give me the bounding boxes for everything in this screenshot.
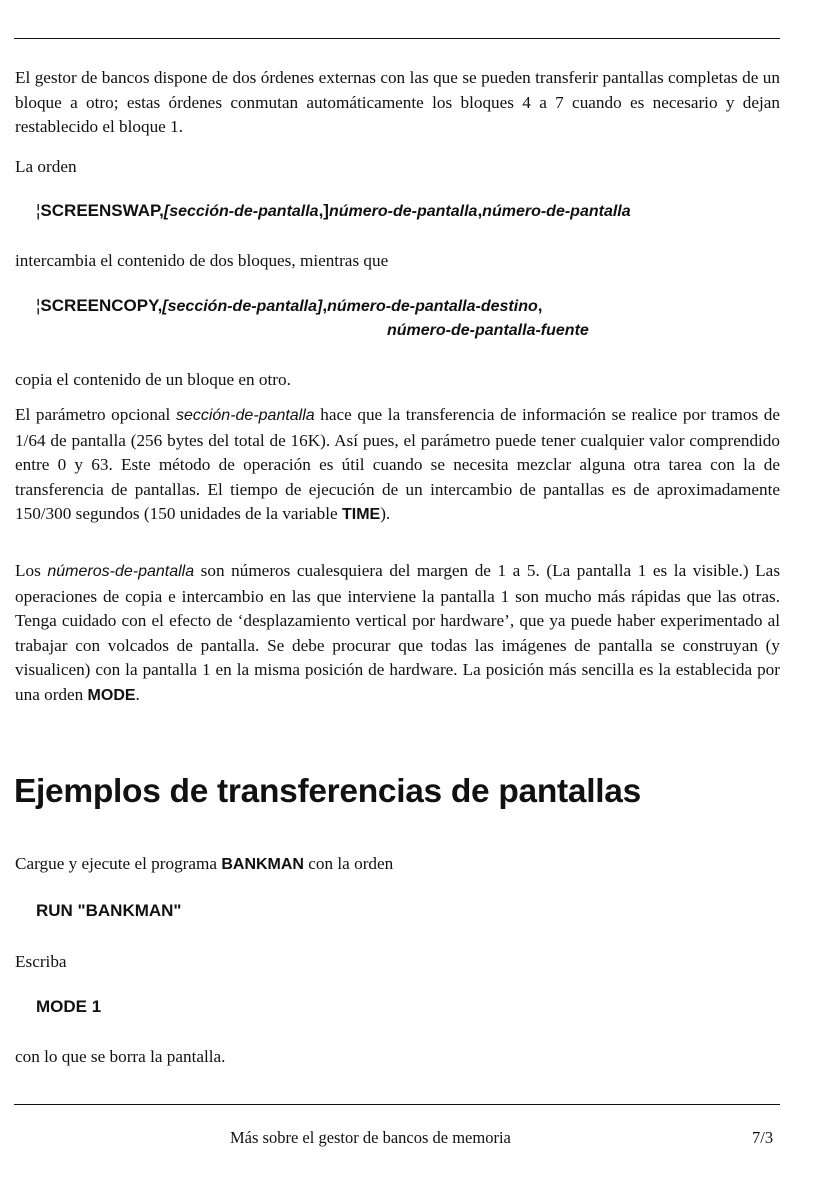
separator: ,]: [318, 201, 329, 220]
paragraph-seccion: [15, 403, 780, 528]
text: .: [135, 684, 140, 704]
screencopy-syntax-continued: [387, 320, 589, 340]
separator: ,: [157, 296, 163, 315]
code-run-bankman: RUN "BANKMAN": [36, 901, 182, 920]
separator: ,: [322, 296, 328, 315]
text: Los: [15, 561, 48, 580]
text: con la orden: [303, 854, 394, 873]
term-seccion-de-pantalla: sección-de-pantalla: [175, 407, 315, 424]
separator: ,: [477, 201, 483, 220]
screenswap-arg-screen-2: número-de-pantalla: [482, 203, 631, 220]
text: hace que la transferencia de información se realice por tramos de 1/64 de pantalla (256 bytes del total de 16K). Así pues, el parámetro puede tener cualquier valor comprendido entre 0 y 63. Este método de operación es útil cuando se necesita mezclar alguna otra tarea con la de transferencia de pantallas. El tiempo de ejecución de un intercambio de pantallas es de aproximadamente 150/300 segundos (150 unidades de la variable: [15, 405, 780, 523]
screenswap-keyword: SCREENSWAP: [40, 201, 160, 220]
screencopy-keyword: SCREENCOPY: [40, 296, 158, 315]
bar-symbol: ¦: [36, 296, 41, 315]
screenswap-arg-section: [sección-de-pantalla: [163, 203, 319, 220]
screencopy-syntax: [36, 296, 542, 316]
page-number: 7/3: [752, 1128, 774, 1147]
top-rule: [14, 38, 780, 39]
bar-symbol: ¦: [36, 201, 41, 220]
footer-title: Más sobre el gestor de bancos de memoria: [230, 1128, 511, 1147]
text: ).: [380, 504, 391, 523]
paragraph-numeros: [15, 559, 780, 708]
bottom-rule: [14, 1104, 780, 1105]
paragraph-cargue: [15, 852, 780, 878]
screencopy-arg-source: número-de-pantalla-fuente: [387, 322, 589, 339]
paragraph-copia: copia el contenido de un bloque en otro.: [15, 370, 291, 389]
screenswap-arg-screen-1: número-de-pantalla: [328, 203, 478, 220]
paragraph-borra: con lo que se borra la pantalla.: [15, 1047, 226, 1066]
keyword-bankman: BANKMAN: [221, 856, 304, 873]
paragraph-intro: El gestor de bancos dispone de dos órdenes externas con las que se pueden transferir pantallas completas de un bloque a otro; estas órdenes conmutan automáticamente los bloques 4 a 7 cuando es necesario y dejan restablecido el bloque 1.: [15, 68, 780, 136]
code-mode-1: MODE 1: [36, 997, 102, 1016]
text: Cargue y ejecute el programa: [15, 854, 222, 873]
separator: ,: [537, 296, 543, 315]
paragraph-escriba: Escriba: [15, 952, 67, 971]
keyword-time: TIME: [341, 506, 381, 523]
text: son números cualesquiera del margen de 1 a 5. (La pantalla 1 es la visible.) Las operaciones de copia e intercambio en las que interviene la pantalla 1 son mucho más rápidas que las otras. Tenga cuidado con el efecto de ‘desplazamiento vertical por hardware’, que ya puede haber experimentado al trabajar con volcados de pantalla. Se debe procurar que todas las imágenes de pantalla se construyan (y visualicen) con la pantalla 1 en la misma posición de hardware. La posición más sencilla es la establecida por una orden: [15, 561, 781, 704]
paragraph-la-orden: La orden: [15, 157, 77, 176]
text: El parámetro opcional: [15, 405, 176, 424]
term-numeros-de-pantalla: números-de-pantalla: [47, 563, 195, 580]
screencopy-arg-destination: número-de-pantalla-destino: [327, 298, 538, 315]
paragraph-intercambia: intercambia el contenido de dos bloques, mientras que: [15, 251, 389, 270]
section-heading: Ejemplos de transferencias de pantallas: [14, 773, 641, 810]
screencopy-arg-section: [sección-de-pantalla]: [162, 298, 323, 315]
separator: ,: [159, 201, 164, 220]
screenswap-syntax: [36, 201, 631, 221]
keyword-mode: MODE: [87, 686, 136, 704]
